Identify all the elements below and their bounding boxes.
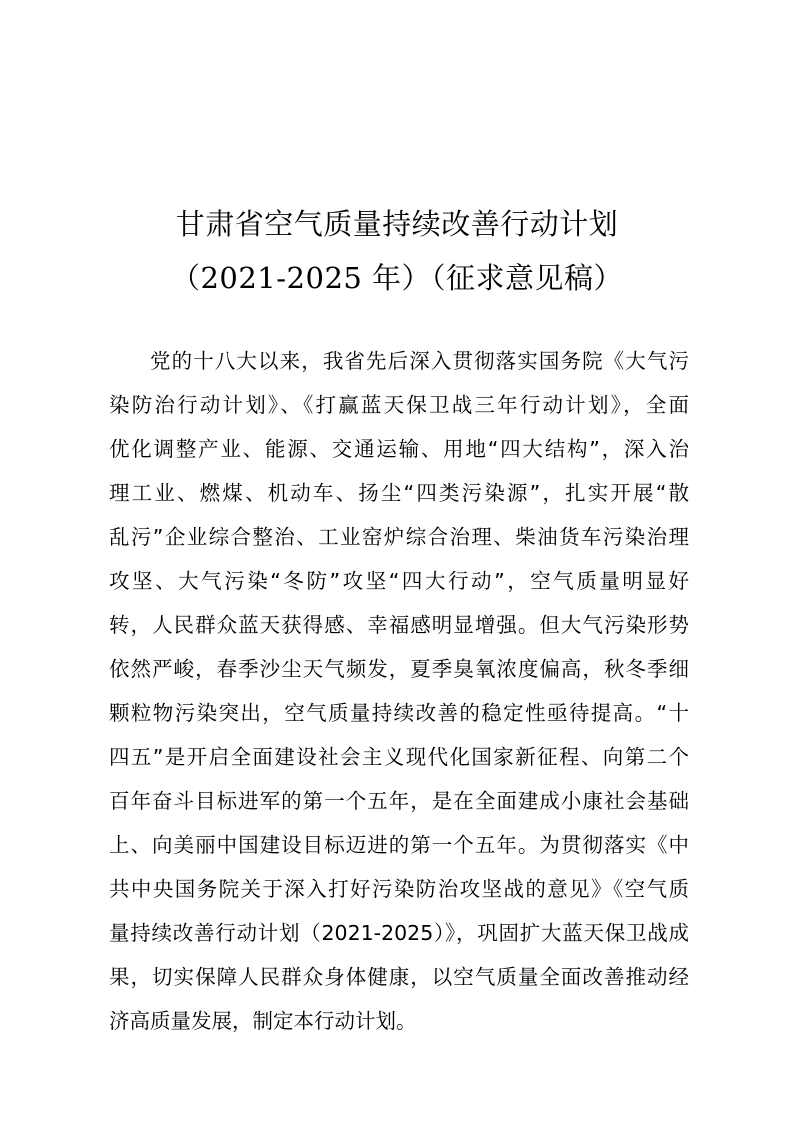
paragraph-line: 济高质量发展，制定本行动计划。: [109, 1009, 417, 1033]
paragraph-line: 果，切实保障人民群众身体健康，以空气质量全面改善推动经: [109, 965, 689, 989]
paragraph-line: 四五”是开启全面建设社会主义现代化国家新征程、向第二个: [109, 745, 689, 769]
document-title: 甘肃省空气质量持续改善行动计划: [175, 207, 619, 241]
paragraph-line: 共中央国务院关于深入打好污染防治攻坚战的意见》《空气质: [109, 877, 689, 901]
paragraph-line: 百年奋斗目标进军的第一个五年，是在全面建成小康社会基础: [109, 789, 689, 813]
paragraph-line: 量持续改善行动计划（2021-2025）》，巩固扩大蓝天保卫战成: [109, 921, 689, 945]
paragraph-line: 乱污”企业综合整治、工业窑炉综合治理、柴油货车污染治理: [109, 525, 689, 549]
paragraph-line: 党的十八大以来，我省先后深入贯彻落实国务院《大气污: [150, 349, 689, 373]
paragraph-line: 上、向美丽中国建设目标迈进的第一个五年。为贯彻落实《中: [109, 833, 689, 857]
paragraph-line: 优化调整产业、能源、交通运输、用地“四大结构”，深入治: [109, 437, 689, 461]
paragraph-line: 转，人民群众蓝天获得感、幸福感明显增强。但大气污染形势: [109, 613, 689, 637]
paragraph-line: 依然严峻，春季沙尘天气频发，夏季臭氧浓度偏高，秋冬季细: [109, 657, 689, 681]
document-subtitle: （2021-2025 年）（征求意见稿）: [170, 261, 624, 295]
paragraph-line: 染防治行动计划》、《打赢蓝天保卫战三年行动计划》，全面: [109, 393, 689, 417]
paragraph-line: 理工业、燃煤、机动车、扬尘“四类污染源”，扎实开展“散: [109, 481, 689, 505]
paragraph-line: 颗粒物污染突出，空气质量持续改善的稳定性亟待提高。“十: [109, 701, 689, 725]
paragraph-line: 攻坚、大气污染“冬防”攻坚“四大行动”，空气质量明显好: [109, 569, 689, 593]
